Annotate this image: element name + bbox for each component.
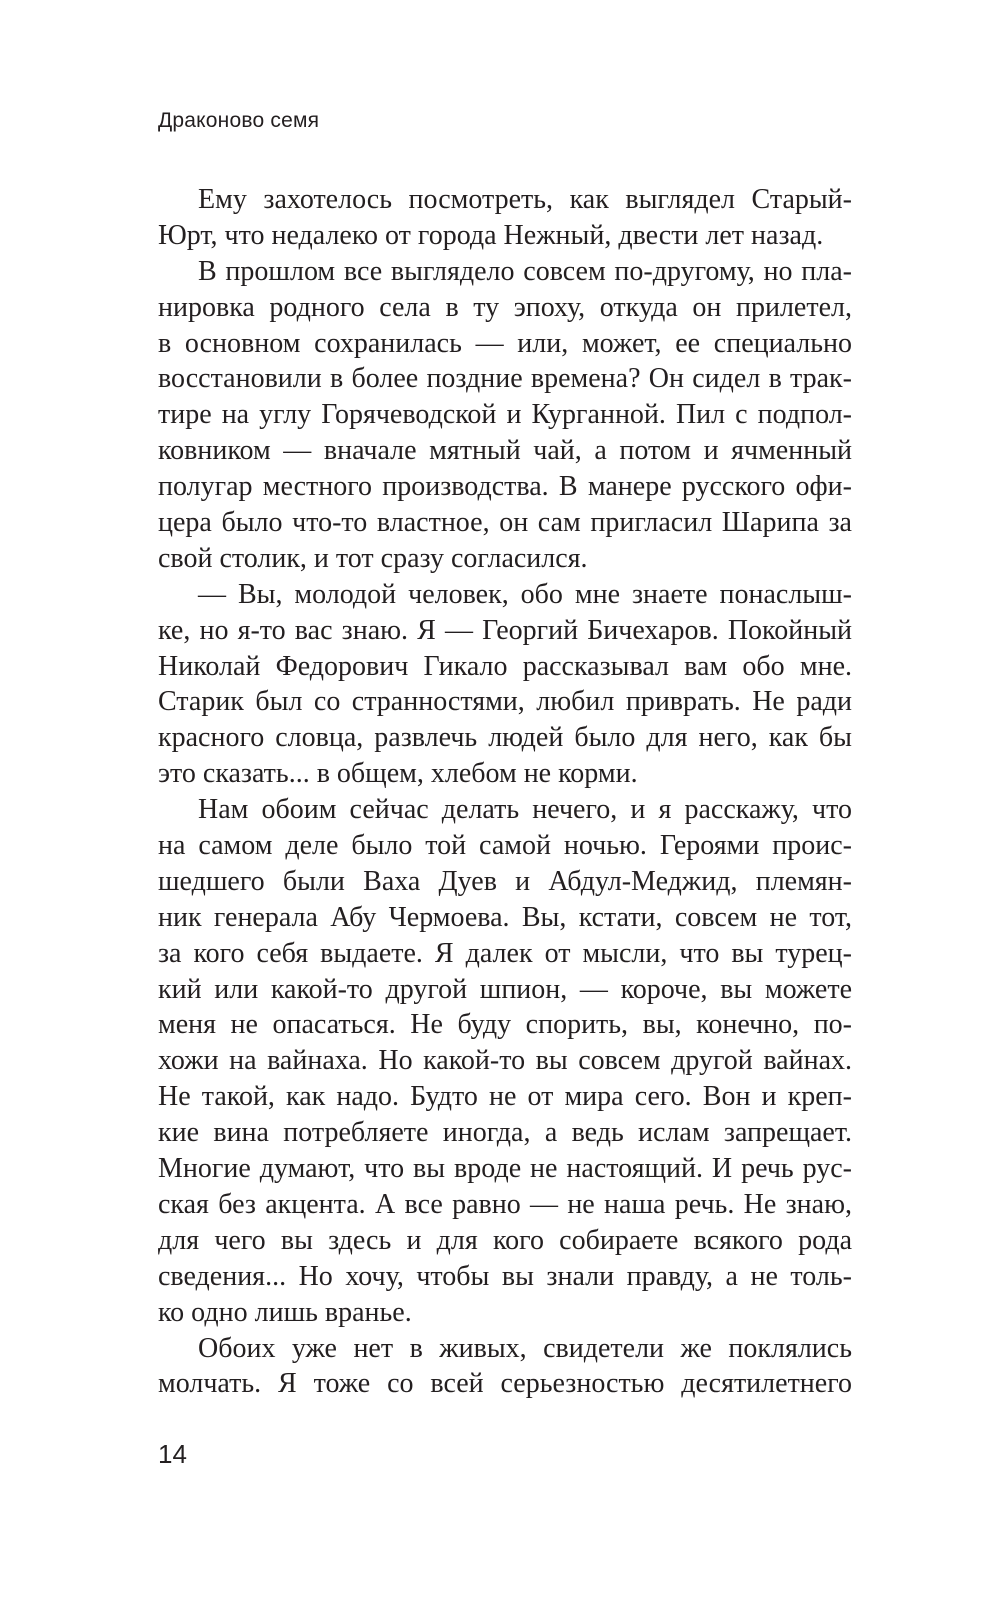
- text-line: Обоих уже нет в живых, свидетели же поклялись: [198, 1332, 852, 1364]
- text-line: полугар местного производства. В манере русского офи-: [158, 471, 852, 503]
- text-line: свой столик, и тот сразу согласился.: [158, 542, 588, 574]
- text-line: В прошлом все выглядело совсем по-другому, но пла-: [198, 255, 852, 287]
- text-line: за кого себя выдаете. Я далек от мысли, что вы турец-: [158, 937, 852, 969]
- text-line: Юрт, что недалеко от города Нежный, двести лет назад.: [158, 219, 824, 251]
- text-line: Старик был со странностями, любил приврать. Не ради: [158, 686, 852, 718]
- text-line: для чего вы здесь и для кого собираете всякого рода: [158, 1224, 852, 1256]
- text-line: — Вы, молодой человек, обо мне знаете понаслыш-: [198, 578, 852, 610]
- text-line: ке, но я-то вас знаю. Я — Георгий Бичехаров. Покойный: [158, 614, 852, 646]
- text-line: ковником — вначале мятный чай, а потом и ячменный: [158, 435, 852, 467]
- text-line: это сказать... в общем, хлебом не корми.: [158, 758, 638, 790]
- text-line: шедшего были Ваха Дуев и Абдул-Меджид, племян-: [158, 865, 852, 897]
- text-line: ко одно лишь вранье.: [158, 1296, 412, 1328]
- text-line: ник генерала Абу Чермоева. Вы, кстати, совсем не тот,: [158, 901, 852, 933]
- page-number: 14: [158, 1439, 187, 1469]
- text-line: ская без акцента. А все равно — не наша речь. Не знаю,: [158, 1188, 852, 1220]
- text-line: кий или какой-то другой шпион, — короче, вы можете: [158, 973, 852, 1005]
- text-line: в основном сохранилась — или, может, ее специально: [158, 327, 852, 359]
- text-line: восстановили в более поздние времена? Он сидел в трак-: [158, 363, 852, 395]
- text-line: нировка родного села в ту эпоху, откуда он прилетел,: [158, 291, 852, 323]
- text-line: Не такой, как надо. Будто не от мира сего. Вон и креп-: [158, 1081, 852, 1113]
- text-line: Николай Федорович Гикало рассказывал вам обо мне.: [158, 650, 852, 682]
- text-line: молчать. Я тоже со всей серьезностью десятилетнего: [158, 1368, 852, 1400]
- text-line: меня не опасаться. Не буду спорить, вы, конечно, по-: [158, 1009, 852, 1041]
- text-line: на самом деле было той самой ночью. Героями проис-: [158, 830, 852, 862]
- text-line: Нам обоим сейчас делать нечего, и я расскажу, что: [198, 794, 852, 826]
- text-line: хожи на вайнаха. Но какой-то вы совсем другой вайнах.: [158, 1045, 852, 1077]
- text-line: Многие думают, что вы вроде не настоящий. И речь рус-: [158, 1153, 852, 1185]
- text-line: красного словца, развлечь людей было для него, как бы: [158, 722, 852, 754]
- text-line: цера было что-то властное, он сам пригласил Шарипа за: [158, 507, 852, 539]
- text-line: Ему захотелось посмотреть, как выглядел Старый-: [198, 184, 852, 215]
- running-header: Драконово семя: [158, 109, 320, 132]
- text-line: сведения... Но хочу, чтобы вы знали правду, а не толь-: [158, 1260, 852, 1292]
- text-line: тире на углу Горячеводской и Курганной. Пил с подпол-: [158, 399, 852, 431]
- text-line: кие вина потребляете иногда, а ведь ислам запрещает.: [158, 1117, 852, 1149]
- body-text: [158, 182, 852, 1402]
